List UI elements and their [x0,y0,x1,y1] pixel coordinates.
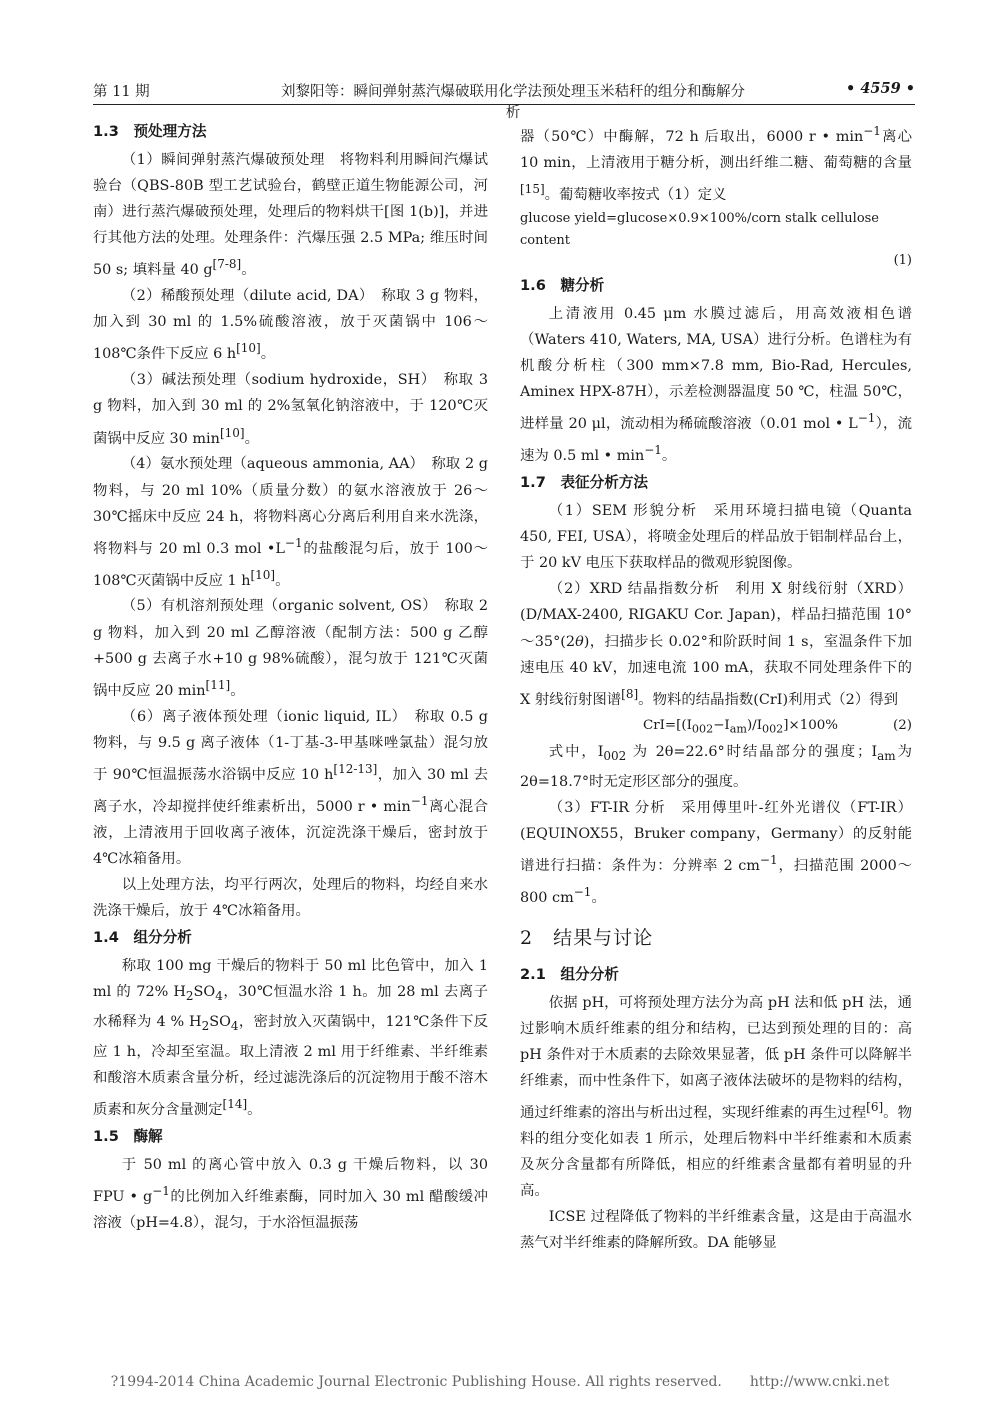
right-column [520,118,912,1256]
paragraph-composition: 称取 100 mg 干燥后的物料于 50 ml 比色管中，加入 1 ml 的 72% $H_2SO_4$，30℃恒温水浴 1 h。加 28 ml 去离子水稀释为 4 % $H_2SO_4$，密封放入灭菌锅中，121℃条件下反应 1 h，冷却至室温。取上清液 2 ml 用于纤维素、半纤维素和酸溶木质素含量分析，经过滤洗涤后的沉淀物用于酸不溶木质素和灰分含量测定[14]。 [93,958,488,1119]
equation-1: glucose yield=glucose×0.9×100%/corn stalk cellulose content [520,210,880,248]
paragraph-icse: ICSE 过程降低了物料的半纤维素含量，这是由于高温水蒸气对半纤维素的降解所致。DA 能够显 [520,1209,912,1252]
paragraph-organic-solvent: （5）有机溶剂预处理（organic solvent, OS） 称取 2 g 物料，加入到 20 ml 乙醇溶液（配制方法：500 g 乙醇+500 g 去离子水+10 g 98%硫酸），混匀放于 121℃灭菌锅中反应 20 min[11]。 [93,598,488,699]
paragraph-equation-explanation: 式中，$I_{002}$ 为 2θ=22.6°时结晶部分的强度；$I_{am}$为 2θ=18.7°时无定形区部分的强度。 [520,743,912,790]
left-column [93,118,488,1236]
section-heading-1-7: 1.7 表征分析方法 [520,474,649,492]
copyright-footer: ?1994-2014 China Academic Journal Electronic Publishing House. All rights reserved. http://www.cnki.net [110,1374,890,1390]
header-rule [93,104,915,105]
page-number: • 4559 • [846,80,915,97]
section-heading-2-1: 2.1 组分分析 [520,965,619,983]
section-heading-1-5: 1.5 酶解 [93,1128,163,1146]
paragraph-ftir: （3）FT-IR 分析 采用傅里叶-红外光谱仪（FT-IR）(EQUINOX55，Bruker company，Germany）的反射能谱进行扫描：条件为：分辨率 2 $cm^{-1}$，扫描范围 2000～800 $cm^{-1}$。 [520,799,913,906]
paragraph-aqueous-ammonia: （4）氨水预处理（aqueous ammonia, AA） 称取 2 g 物料，与 20 ml 10%（质量分数）的氨水溶液放于 26～30℃摇床中反应 24 h，将物料离心分离后利用自来水洗涤，将物料与 20 ml 0.3 mol $•L^{-1}$的盐酸混匀后，放于 100～108℃灭菌锅中反应 1 h[10]。 [93,456,489,589]
issue-number: 第 11 期 [93,84,150,100]
paragraph-ph-methods: 依据 pH，可将预处理方法分为高 pH 法和低 pH 法，通过影响木质纤维素的组分和结构，已达到预处理的目的：高 pH 条件对于木质素的去除效果显著，低 pH 条件可以降解半纤维素，而中性条件下，如离子液体法破坏的是物料的结构，通过纤维素的溶出与析出过程，实现纤维素的再生过程[6]。物料的组分变化如表 1 所示，处理后物料中半纤维素和木质素及灰分含量都有所降低，相应的纤维素含量都有着明显的升高。 [520,994,912,1200]
paragraph-summary: 以上处理方法，均平行两次，处理后的物料，均经自来水洗涤干燥后，放于 4℃冰箱备用。 [93,876,488,919]
paragraph-sodium-hydroxide: （3）碱法预处理（sodium hydroxide，SH） 称取 3 g 物料，加入到 30 ml 的 2%氢氧化钠溶液中，于 120℃灭菌锅中反应 30 min[10]。 [93,372,488,447]
paragraph-sem: （1）SEM 形貌分析 采用环境扫描电镜（Quanta 450, FEI, USA），将喷金处理后的样品放于铝制样品台上，于 20 kV 电压下获取样品的微观形貌图像。 [520,503,912,572]
paragraph-enzymolysis-cont: 器（50℃）中酶解，72 h 后取出，6000 r • $\min^{-1}$离心 10 min，上清液用于糖分析，测出纤维二糖、葡萄糖的含量[15]。葡萄糖收率按式（1）定义 [520,124,912,203]
section-heading-1-3: 1.3 预处理方法 [93,123,207,140]
paragraph-steam-explosion: （1）瞬间弹射蒸汽爆破预处理 将物料利用瞬间汽爆试验台（QBS-80B 型工艺试验台，鹤壁正道生物能源公司，河南）进行蒸汽爆破预处理，处理后的物料烘干[图 1(b)]，并进行其他方法的处理。处理条件：汽爆压强 2.5 MPa; 维压时间 50 s; 填料量 40 g[7-8]。 [93,152,488,279]
running-header [93,80,915,121]
paragraph-xrd: （2）XRD 结晶指数分析 利用 X 射线衍射（XRD）(D/MAX-2400, RIGAKU Cor. Japan)，样品扫描范围 10°～35°(2θ)，扫描步长 0.02°和阶跃时间 1 s，室温条件下加速电压 40 kV，加速电流 100 mA，获取不同处理条件下的 X 射线衍射图谱[8]。物料的结晶指数(CrI)利用式（2）得到 [520,581,912,708]
section-heading-1-4: 1.4 组分分析 [93,929,192,946]
equation-1-number: (1) [893,252,912,268]
paragraph-dilute-acid: （2）稀酸预处理（dilute acid, DA） 称取 3 g 物料，加入到 30 ml 的 1.5%硫酸溶液，放于灭菌锅中 106～108℃条件下反应 6 h[10]。 [93,288,488,363]
equation-2: $CrI=[(I_{002}-I_{am})/I_{002}]\times 100\%$ (2) [520,713,912,739]
equation-2-number: (2) [893,717,912,733]
running-title: 刘黎阳等：瞬间弹射蒸汽爆破联用化学法预处理玉米秸秆的组分和酶解分析 [281,84,745,121]
paragraph-enzymolysis: 于 50 ml 的离心管中放入 0.3 g 干燥后物料，以 30 FPU • $g^{-1}$的比例加入纤维素酶，同时加入 30 ml 醋酸缓冲溶液（pH=4.8），混匀，于水浴恒温振荡 [93,1157,488,1232]
paragraph-sugar-analysis: 上清液用 0.45 μm 水膜过滤后，用高效液相色谱（Waters 410, Waters, MA, USA）进行分析。色谱柱为有机酸分析柱（300 mm×7.8 mm, Bio-Rad, Hercules, Aminex HPX-87H），示差检测器温度 50 ℃，柱温 50℃，进样量 20 μl，流动相为稀硫酸溶液（0.01 mol • $L^{-1}$），流速为 0.5 ml • $\min^{-1}$。 [520,305,912,464]
section-heading-1-6: 1.6 糖分析 [520,276,605,294]
paragraph-ionic-liquid: （6）离子液体预处理（ionic liquid, IL） 称取 0.5 g 物料，与 9.5 g 离子液体（1-丁基-3-甲基咪唑氯盐）混匀放于 90℃恒温振荡水浴锅中反应 10 h[12-13]，加入 30 ml 去离子水，冷却搅拌使纤维素析出，5000 r • $\min^{-1}$离心混合液，上清液用于回收离子液体，沉淀洗涤干燥后，密封放于 4℃冰箱备用。 [93,708,488,867]
section-heading-2: 2 结果与讨论 [520,926,654,949]
